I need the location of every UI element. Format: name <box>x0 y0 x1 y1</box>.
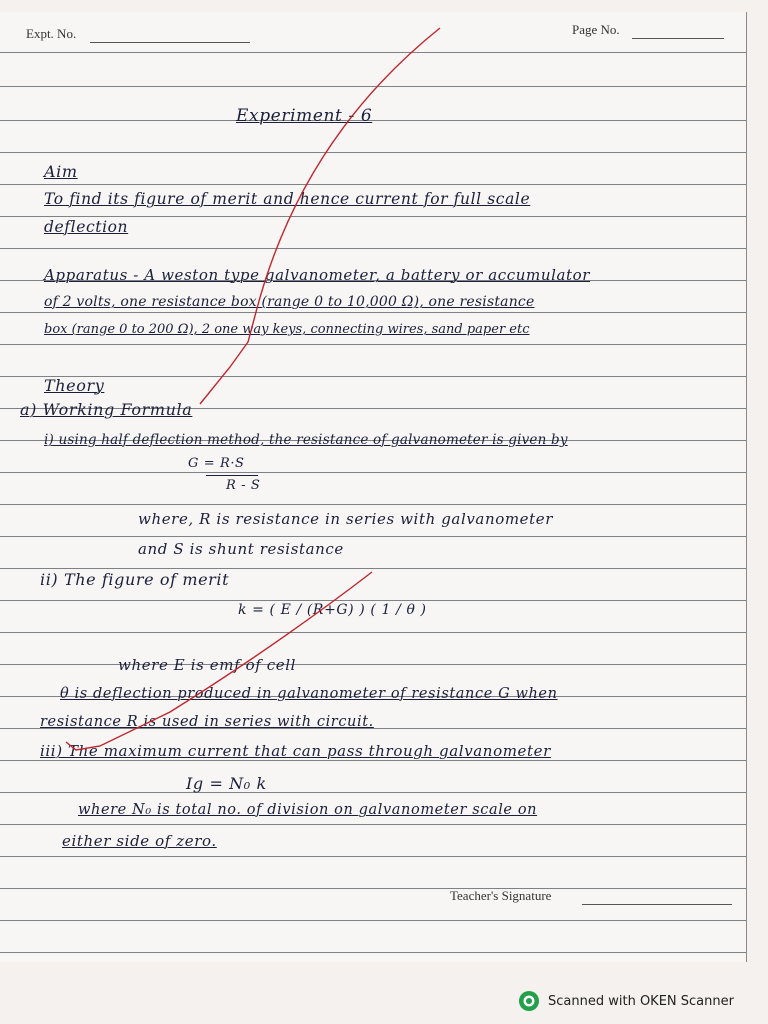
figure-of-merit-formula: k = ( E / (R+G) ) ( 1 / θ ) <box>238 602 427 618</box>
divisions-line: where N₀ is total no. of division on galvanometer scale on <box>78 802 538 818</box>
oken-scanner-logo-icon <box>518 990 540 1012</box>
red-check-mark-upper <box>200 28 440 404</box>
series-resistance-line: resistance R is used in series with circuit. <box>40 714 374 730</box>
scanner-watermark <box>518 990 734 1012</box>
page-no-label: Page No. <box>572 22 620 37</box>
theory-heading: Theory <box>44 376 105 395</box>
galvanometer-formula-numerator: G = R·S <box>188 456 245 471</box>
aim-line-1: To find its figure of merit and hence current for full scale <box>44 190 531 208</box>
max-current-line: iii) The maximum current that can pass through galvanometer <box>40 742 551 760</box>
half-deflection-line: i) using half deflection method, the resistance of galvanometer is given by <box>44 432 568 448</box>
red-check-marks <box>0 12 746 962</box>
either-side-line: either side of zero. <box>62 832 217 850</box>
scanner-watermark-text: Scanned with OKEN Scanner <box>548 993 734 1009</box>
red-check-mark-lower <box>66 572 372 750</box>
apparatus-line-3: box (range 0 to 200 Ω), 2 one way keys, connecting wires, sand paper etc <box>44 322 530 337</box>
theta-line: θ is deflection produced in galvanometer of resistance G when <box>60 686 558 702</box>
working-formula-heading: a) Working Formula <box>20 400 193 419</box>
max-current-formula: Ig = N₀ k <box>186 774 267 793</box>
galvanometer-formula-denominator: R - S <box>226 478 261 493</box>
where-r-line: where, R is resistance in series with galvanometer <box>138 510 554 528</box>
apparatus-line-2: of 2 volts, one resistance box (range 0 to 10,000 Ω), one resistance <box>44 294 535 310</box>
experiment-title: Experiment - 6 <box>236 106 373 126</box>
teachers-signature-label: Teacher's Signature <box>450 888 552 903</box>
where-s-line: and S is shunt resistance <box>138 540 344 558</box>
aim-line-2: deflection <box>44 218 129 236</box>
expt-no-label: Expt. No. <box>26 26 77 41</box>
figure-of-merit-line: ii) The figure of merit <box>40 570 230 589</box>
notebook-page <box>0 12 747 962</box>
where-e-line: where E is emf of cell <box>118 656 297 674</box>
apparatus-line-1: Apparatus - A weston type galvanometer, a battery or accumulator <box>44 266 591 284</box>
aim-heading: Aim <box>44 162 78 181</box>
